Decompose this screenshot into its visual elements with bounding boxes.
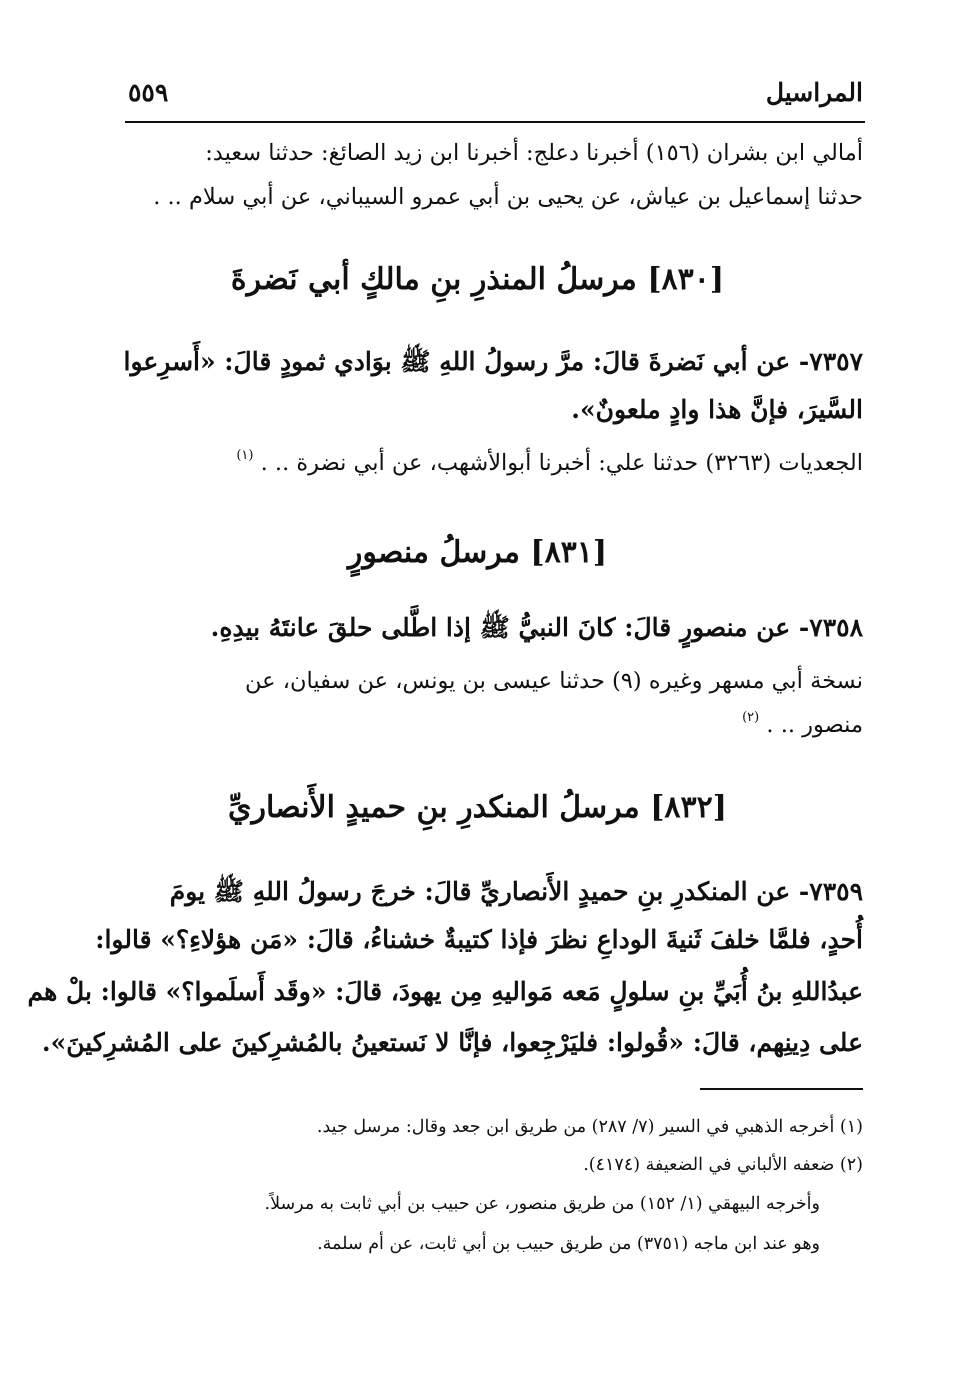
hadith-7359-line-4: على دِينِهم، قالَ: «قُولوا: فليَرْجِعوا، فإنَّا لا نَستعينُ بالمُشرِكينَ على المُشرِكينَ». xyxy=(41,1028,863,1057)
footnote-2-continuation-2: وهو عند ابن ماجه (٣٧٥١) من طريق حبيب بن أبي ثابت، عن أم سلمة. xyxy=(317,1234,820,1254)
hadith-7357-line-2: السَّيرَ، فإنَّ هذا وادٍ ملعونٌ». xyxy=(571,395,863,424)
hadith-7359-line-2: أُحدٍ، فلمَّا خلفَ ثَنيةَ الوداعِ نظرَ فإذا كتيبةٌ خشناءُ، قالَ: «مَن هؤلاءِ؟» قالوا: xyxy=(95,925,863,954)
running-header-title: المراسيل xyxy=(765,78,863,107)
hadith-7357-line-1: ٧٣٥٧- عن أبي نَضرةَ قالَ: مرَّ رسولُ اللهِ ﷺ بوَادي ثمودٍ قالَ: «أَسرِعوا xyxy=(123,347,863,376)
hadith-7359-line-3: عبدُاللهِ بنُ أُبَيِّ بنِ سلولٍ مَعه مَواليهِ مِن يهودَ، قالَ: «وقَد أَسلَموا؟» قالوا: بلْ هم xyxy=(27,977,863,1006)
hadith-7359-line-1: ٧٣٥٩- عن المنكدرِ بنِ حميدٍ الأَنصاريِّ قالَ: خرجَ رسولُ اللهِ ﷺ يومَ xyxy=(169,877,863,906)
footnote-separator xyxy=(700,1088,863,1090)
intro-line-1: أمالي ابن بشران (١٥٦) أخبرنا دعلج: أخبرنا ابن زيد الصائغ: حدثنا سعيد: xyxy=(205,140,863,166)
footnote-2-continuation-1: وأخرجه البيهقي (١/ ١٥٢) من طريق منصور، عن حبيب بن أبي ثابت به مرسلاً. xyxy=(264,1194,820,1214)
source-7358-line-1: نسخة أبي مسهر وغيره (٩) حدثنا عيسى بن يونس، عن سفيان، عن xyxy=(245,668,863,694)
header-rule xyxy=(125,121,865,123)
footnote-2: (٢) ضعفه الألباني في الضعيفة (٤١٧٤). xyxy=(583,1155,863,1175)
source-7357 xyxy=(236,447,863,476)
source-7358-text: منصور .. . xyxy=(766,712,863,738)
source-7358-line-2 xyxy=(742,709,863,738)
source-7357-text: الجعديات (٣٢٦٣) حدثنا علي: أخبرنا أبوالأشهب، عن أبي نضرة .. . xyxy=(260,450,863,476)
section-heading-830: [٨٣٠] مرسلُ المنذرِ بنِ مالكٍ أبي نَضرةَ xyxy=(230,262,725,297)
page-number: ٥٥٩ xyxy=(128,78,169,107)
footnote-ref-2: (٢) xyxy=(742,709,760,725)
footnote-ref-1: (١) xyxy=(236,447,254,463)
footnote-1: (١) أخرجه الذهبي في السير (٧/ ٢٨٧) من طريق ابن جعد وقال: مرسل جيد. xyxy=(316,1117,863,1137)
section-heading-831: [٨٣١] مرسلُ منصورٍ xyxy=(347,535,608,570)
hadith-7358: ٧٣٥٨- عن منصورٍ قالَ: كانَ النبيُّ ﷺ إذا اطَّلى حلقَ عانتَهُ بيدِهِ. xyxy=(210,613,863,642)
intro-line-2: حدثنا إسماعيل بن عياش، عن يحيى بن أبي عمرو السيباني، عن أبي سلام .. . xyxy=(153,184,863,210)
section-heading-832: [٨٣٢] مرسلُ المنكدرِ بنِ حميدٍ الأَنصاريِّ xyxy=(228,790,727,825)
